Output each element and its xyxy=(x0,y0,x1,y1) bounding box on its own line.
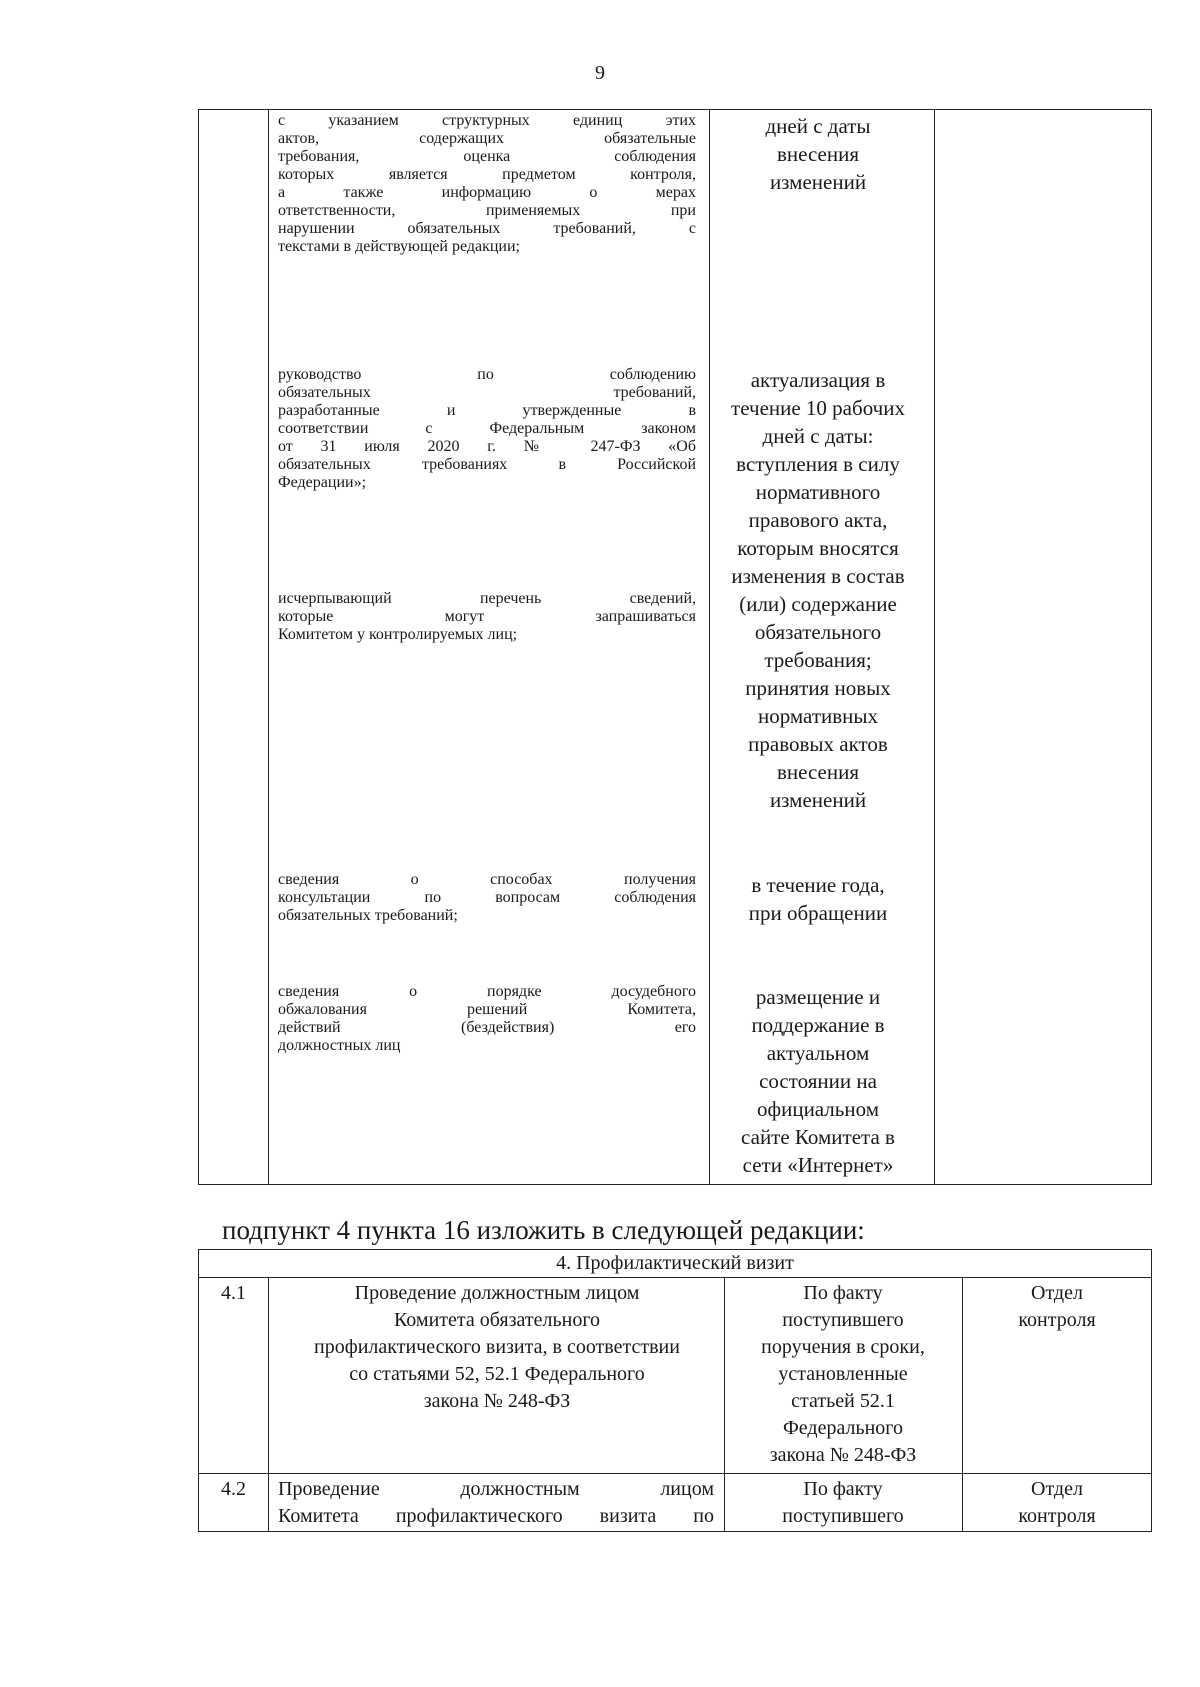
term-line: официальном xyxy=(756,1097,879,1121)
term-line: правовых актов xyxy=(748,732,888,756)
responsible-block xyxy=(964,1280,1150,1334)
column-divider xyxy=(934,110,935,1184)
text-line: с указанием структурных единиц этих xyxy=(278,112,696,129)
column-divider xyxy=(268,110,269,1184)
text-line: соответствии с Федеральным законом xyxy=(278,420,696,437)
responsible-line: Отдел xyxy=(1031,1282,1083,1304)
term-text-block xyxy=(709,112,927,196)
text-line: ответственности, применяемых при xyxy=(278,202,696,219)
responsible-block xyxy=(964,1476,1150,1530)
term-text-block xyxy=(709,983,927,1179)
term-line: при обращении xyxy=(748,901,888,925)
term-line: обязательного xyxy=(754,620,882,644)
measure-text-block xyxy=(278,112,696,256)
measures-table-continuation xyxy=(198,109,1152,1185)
term-line: установленные xyxy=(778,1363,908,1385)
term-line: изменений xyxy=(769,170,867,194)
text-line: обжалования решений Комитета, xyxy=(278,1001,696,1018)
term-line: которым вносятся xyxy=(737,536,899,560)
text-line: Федерации»; xyxy=(278,474,367,491)
term-line: дней с даты: xyxy=(762,424,874,448)
term-line: внесения xyxy=(776,760,860,784)
text-line: текстами в действующей редакции; xyxy=(278,238,520,255)
text-line: сведения о порядке досудебного xyxy=(278,983,696,1000)
page-number: 9 xyxy=(595,62,605,84)
text-line: должностных лиц xyxy=(278,1037,401,1054)
term-line: размещение и xyxy=(755,985,881,1009)
term-line: течение 10 рабочих xyxy=(731,396,905,420)
text-line: сведения о способах получения xyxy=(278,871,696,888)
term-line: внесения xyxy=(776,142,860,166)
term-text-block xyxy=(726,1280,960,1469)
text-line: профилактического визита, в соответствии xyxy=(314,1336,680,1358)
row-divider xyxy=(199,1473,1151,1474)
term-line: поручения в сроки, xyxy=(761,1336,925,1358)
term-line: состоянии на xyxy=(759,1069,877,1093)
text-line: исчерпывающий перечень сведений, xyxy=(278,590,696,607)
term-line: в течение года, xyxy=(751,873,885,897)
term-line: сети «Интернет» xyxy=(742,1153,894,1177)
text-line: которых является предметом контроля, xyxy=(278,166,696,183)
term-text-block xyxy=(709,366,927,814)
term-line: вступления в силу xyxy=(736,452,900,476)
measure-text-block xyxy=(278,366,696,492)
row-number: 4.1 xyxy=(221,1282,246,1304)
responsible-line: Отдел xyxy=(1031,1478,1083,1500)
text-line: обязательных требованиях в Российской xyxy=(278,456,696,473)
term-line: нормативных xyxy=(757,704,879,728)
term-line: закона № 248-ФЗ xyxy=(769,1444,917,1466)
term-line: актуальном xyxy=(766,1041,870,1065)
term-line: статьей 52.1 xyxy=(791,1390,895,1412)
text-line: обязательных требований; xyxy=(278,907,458,924)
text-line: обязательных требований, xyxy=(278,384,696,401)
term-line: принятия новых xyxy=(745,676,891,700)
term-line: Федерального xyxy=(782,1417,904,1439)
column-divider xyxy=(268,1277,269,1531)
responsible-line: контроля xyxy=(1018,1505,1096,1527)
measure-text-block xyxy=(278,983,696,1055)
text-line: нарушении обязательных требований, с xyxy=(278,220,696,237)
text-line: Проведение должностным лицом xyxy=(278,1478,714,1500)
term-line: изменения в состав xyxy=(731,564,905,588)
column-divider xyxy=(962,1277,963,1531)
text-line: закона № 248-ФЗ xyxy=(423,1390,571,1412)
term-line: дней с даты xyxy=(765,114,871,138)
term-text-block xyxy=(709,871,927,927)
measure-text-block xyxy=(278,1476,714,1530)
amendment-intro: подпункт 4 пункта 16 изложить в следующей редакции: xyxy=(222,1215,865,1245)
term-line: правового акта, xyxy=(748,508,888,532)
term-line: (или) содержание xyxy=(739,592,897,616)
text-line: руководство по соблюдению xyxy=(278,366,696,383)
term-line: сайте Комитета в xyxy=(741,1125,895,1149)
measure-text-block xyxy=(273,1280,721,1415)
text-line: Комитета профилактического визита по xyxy=(278,1505,714,1527)
text-line: от 31 июля 2020 г. № 247-ФЗ «Об xyxy=(278,438,696,455)
text-line: а также информацию о мерах xyxy=(278,184,696,201)
text-line: разработанные и утвержденные в xyxy=(278,402,696,419)
responsible-line: контроля xyxy=(1018,1309,1096,1331)
text-line: Комитетом у контролируемых лиц; xyxy=(278,626,518,643)
term-line: поддержание в xyxy=(751,1013,885,1037)
measure-text-block xyxy=(278,871,696,925)
text-line: требования, оценка соблюдения xyxy=(278,148,696,165)
row-number: 4.2 xyxy=(221,1478,246,1500)
term-line: нормативного xyxy=(755,480,881,504)
text-line: актов, содержащих обязательные xyxy=(278,130,696,147)
text-line: консультации по вопросам соблюдения xyxy=(278,889,696,906)
term-line: поступившего xyxy=(782,1505,904,1527)
text-line: Комитета обязательного xyxy=(393,1309,601,1331)
term-line: требования; xyxy=(764,648,872,672)
text-line: Проведение должностным лицом xyxy=(354,1282,640,1304)
section-header: 4. Профилактический визит xyxy=(199,1250,1151,1278)
term-text-block xyxy=(726,1476,960,1530)
term-line: По факту xyxy=(803,1478,883,1500)
measure-text-block xyxy=(278,590,696,644)
column-divider xyxy=(724,1277,725,1531)
text-line: со статьями 52, 52.1 Федерального xyxy=(349,1363,645,1385)
term-line: актуализация в xyxy=(750,368,886,392)
term-line: изменений xyxy=(769,788,867,812)
prophylactic-visit-table xyxy=(198,1249,1152,1532)
text-line: которые могут запрашиваться xyxy=(278,608,696,625)
term-line: поступившего xyxy=(782,1309,904,1331)
term-line: По факту xyxy=(803,1282,883,1304)
text-line: действий (бездействия) его xyxy=(278,1019,696,1036)
